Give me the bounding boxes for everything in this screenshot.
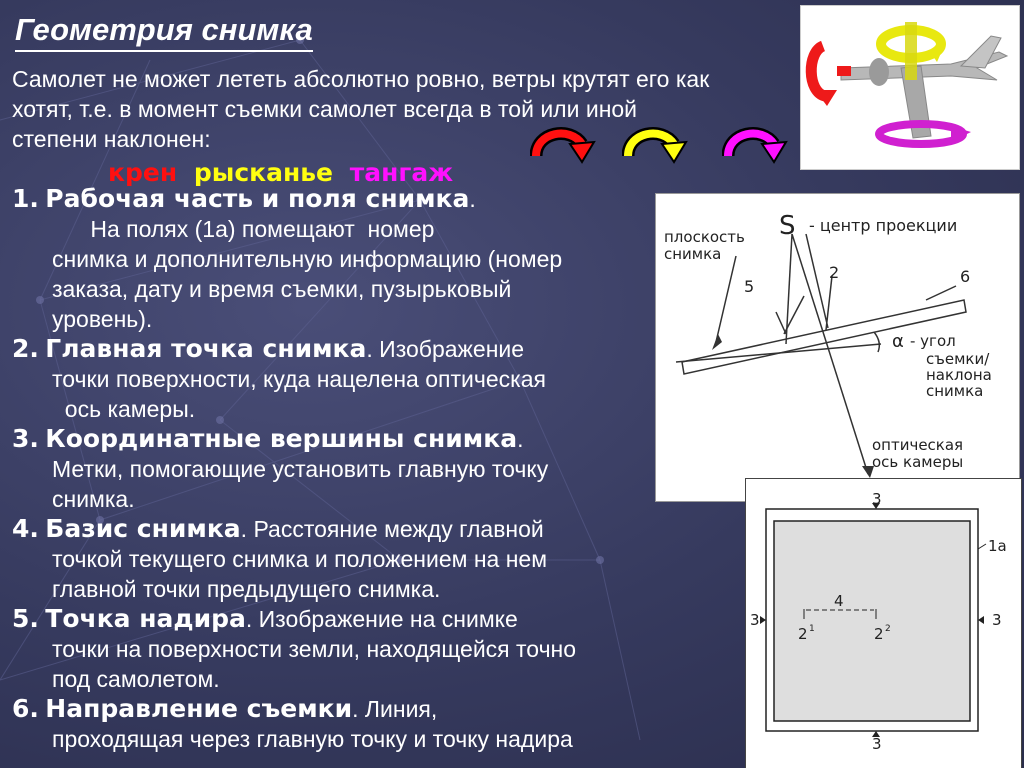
pitch-arrow-icon <box>722 122 790 166</box>
item-line: снимка. <box>52 486 135 512</box>
item-term: Главная точка снимка <box>45 334 367 363</box>
margin-label: 1а <box>988 537 1007 555</box>
center-label: - центр проекции <box>809 216 958 235</box>
list-item-heading <box>12 514 652 544</box>
item-line: снимка и дополнительную информацию (номер <box>52 246 563 272</box>
list-item-heading <box>12 604 652 634</box>
item-term: Точка надира <box>45 604 246 633</box>
point-2-label: 2 <box>829 263 840 282</box>
projection-geometry-diagram <box>655 193 1020 502</box>
angle-label: снимка <box>926 382 984 400</box>
roll-label: крен <box>108 158 178 187</box>
roll-arrow-icon <box>530 122 598 166</box>
item-tail: . Расстояние между главной <box>240 516 544 542</box>
item-term: Рабочая часть и поля снимка <box>45 184 470 213</box>
item-term: Базис снимка <box>45 514 241 543</box>
item-tail: . <box>469 186 476 212</box>
base-label: 4 <box>834 592 844 610</box>
axis-label: оптическая <box>872 436 964 454</box>
item-line: точки поверхности, куда нацелена оптическая <box>52 366 546 392</box>
plane-label: снимка <box>664 245 722 263</box>
list-item-heading <box>12 424 652 454</box>
left-vertex-label: 3 <box>750 611 760 629</box>
angle-label: съемки/ <box>926 350 990 368</box>
intro-line: степени наклонен: <box>12 126 211 152</box>
item-line: главной точки предыдущего снимка. <box>52 576 441 602</box>
item-line: точки на поверхности земли, находящейся точно <box>52 636 577 662</box>
list-item-heading <box>12 694 652 724</box>
item-number: 6. <box>12 694 39 723</box>
page-title: Геометрия снимка <box>15 10 313 52</box>
yaw-label: рысканье <box>193 158 334 187</box>
point-5-label: 5 <box>744 277 755 296</box>
airplane-icon <box>801 6 1019 169</box>
definitions-list <box>12 184 652 754</box>
item-number: 4. <box>12 514 39 543</box>
intro-line: Самолет не может лететь абсолютно ровно, ветры крутят его как <box>12 66 710 92</box>
item-tail: . <box>517 426 524 452</box>
list-item-heading <box>12 184 652 214</box>
point-6-label: 6 <box>960 267 971 286</box>
item-line: уровень). <box>52 306 153 332</box>
pitch-label: тангаж <box>349 158 454 187</box>
main-point-current-label: 2 <box>874 625 884 643</box>
item-number: 3. <box>12 424 39 453</box>
item-line: Метки, помогающие установить главную точку <box>52 456 549 482</box>
yaw-arrow-icon <box>622 122 690 166</box>
intro-line: хотят, т.е. в момент съемки самолет всегда в той или иной <box>12 96 638 122</box>
item-tail: . Линия, <box>352 696 438 722</box>
aircraft-rotation-illustration <box>800 5 1020 170</box>
item-term: Направление съемки <box>45 694 353 723</box>
item-line: ось камеры. <box>52 396 196 422</box>
item-line: На полях (1а) помещают номер <box>52 216 435 242</box>
main-point-previous-label: 2 <box>798 625 808 643</box>
item-term: Координатные вершины снимка <box>45 424 518 453</box>
main-point-current-superscript: 2 <box>885 624 891 634</box>
plane-label: плоскость <box>664 228 745 246</box>
item-line: заказа, дату и время съемки, пузырьковый <box>52 276 512 302</box>
angle-label: - угол <box>910 332 956 350</box>
item-line: проходящая через главную точку и точку надира <box>52 726 573 752</box>
top-vertex-label: 3 <box>872 490 882 508</box>
list-item-heading <box>12 334 652 364</box>
item-number: 5. <box>12 604 39 633</box>
angle-label: наклона <box>926 366 992 384</box>
item-tail: . Изображение на снимке <box>245 606 518 632</box>
item-number: 2. <box>12 334 39 363</box>
item-line: точкой текущего снимка и положением на нем <box>52 546 548 572</box>
axis-label: ось камеры <box>872 453 964 471</box>
bottom-vertex-label: 3 <box>872 735 882 753</box>
item-number: 1. <box>12 184 39 213</box>
item-line: под самолетом. <box>52 666 220 692</box>
right-vertex-label: 3 <box>992 611 1002 629</box>
center-letter: S <box>779 211 796 241</box>
item-tail: . Изображение <box>366 336 525 362</box>
frame-layout-diagram <box>745 478 1022 768</box>
main-point-previous-superscript: 1 <box>809 624 815 634</box>
alpha-label: α <box>892 331 904 352</box>
